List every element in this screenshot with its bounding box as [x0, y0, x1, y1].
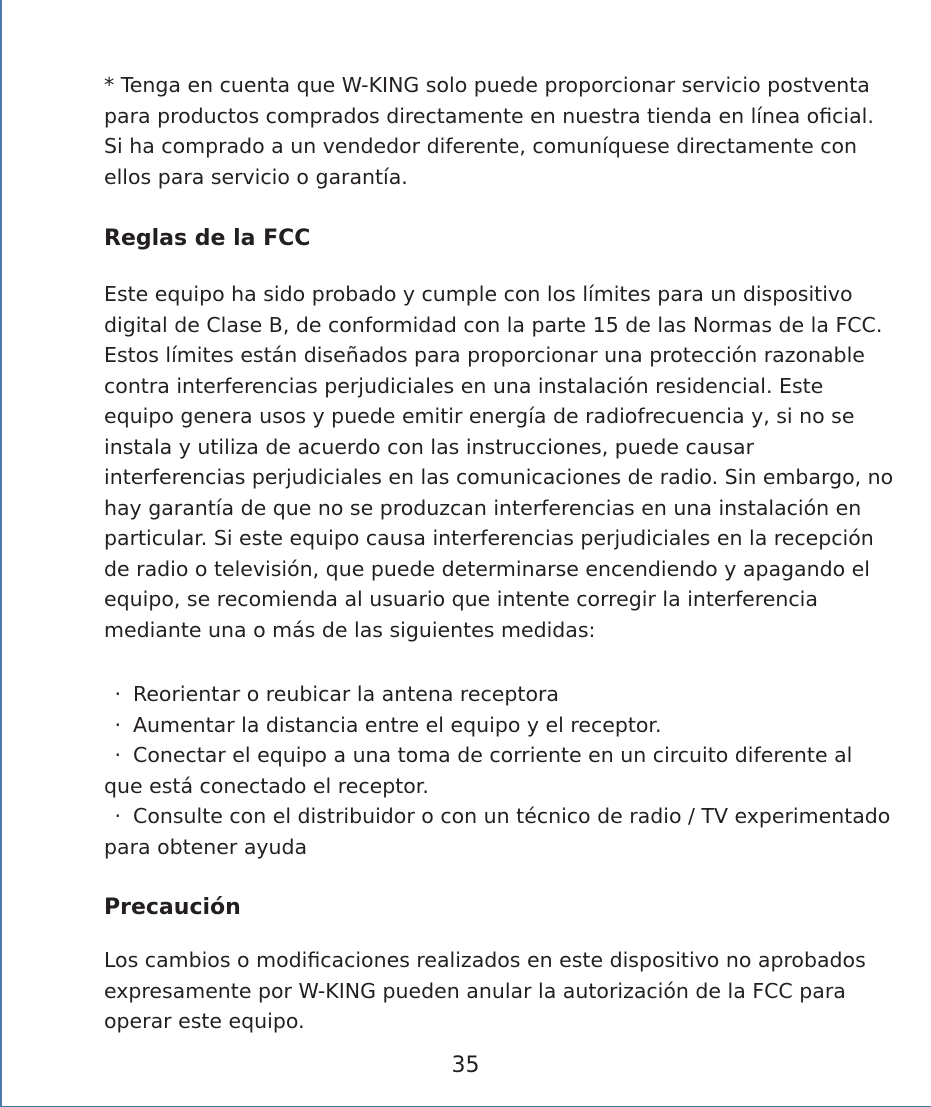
precaution-body: Los cambios o modificaciones realizados en este dispositivo no aprobados expresamente por W-KING pueden anular la autorización de la FCC para operar este equipo.	[104, 948, 866, 1033]
precaution-heading: Precaución	[104, 895, 241, 920]
fcc-measure-text: Reorientar o reubicar la antena receptora	[133, 682, 559, 706]
fcc-measures-list	[104, 679, 894, 862]
fcc-rules-body: Este equipo ha sido probado y cumple con los límites para un dispositivo digital de Clase B, de conformidad con la parte 15 de las Normas de la FCC. Estos límites están diseñados para proporcionar una protección razonable contra interferencias perjudiciales en una instalación residencial. Este equipo genera usos y puede emitir energía de radiofrecuencia y, si no se instala y utiliza de acuerdo con las instrucciones, puede causar interferencias perjudiciales en las comunicaciones de radio. Sin embargo, no hay garantía de que no se produzcan interferencias en una instalación en particular. Si este equipo causa interferencias perjudiciales en la recepción de radio o televisión, que puede determinarse encendiendo y apagando el equipo, se recomienda al usuario que intente corregir la interferencia mediante una o más de las siguientes medidas:	[104, 282, 894, 642]
fcc-rules-heading: Reglas de la FCC	[104, 226, 311, 251]
fcc-measure-item	[104, 679, 894, 710]
fcc-measure-text: Consulte con el distribuidor o con un técnico de radio / TV experimentado para obtener ayuda	[104, 804, 891, 859]
fcc-measure-text: Conectar el equipo a una toma de corriente en un circuito diferente al que está conectado el receptor.	[104, 743, 853, 798]
fcc-measure-item	[104, 710, 894, 741]
page-number: 35	[451, 1053, 480, 1078]
fcc-measure-item	[104, 801, 894, 862]
fcc-measure-item	[104, 740, 894, 801]
bullet-dot-icon: ·	[114, 682, 121, 706]
manual-page-content	[104, 70, 894, 1037]
after-sales-note: * Tenga en cuenta que W-KING solo puede proporcionar servicio postventa para productos comprados directamente en nuestra tienda en línea oficial. Si ha comprado a un vendedor diferente, comuníquese directamente con ellos para servicio o garantía.	[104, 73, 874, 189]
bullet-dot-icon: ·	[114, 712, 121, 737]
fcc-measure-text: Aumentar la distancia entre el equipo y el receptor.	[133, 712, 662, 737]
bullet-dot-icon: ·	[114, 743, 121, 767]
bullet-dot-icon: ·	[114, 804, 121, 828]
